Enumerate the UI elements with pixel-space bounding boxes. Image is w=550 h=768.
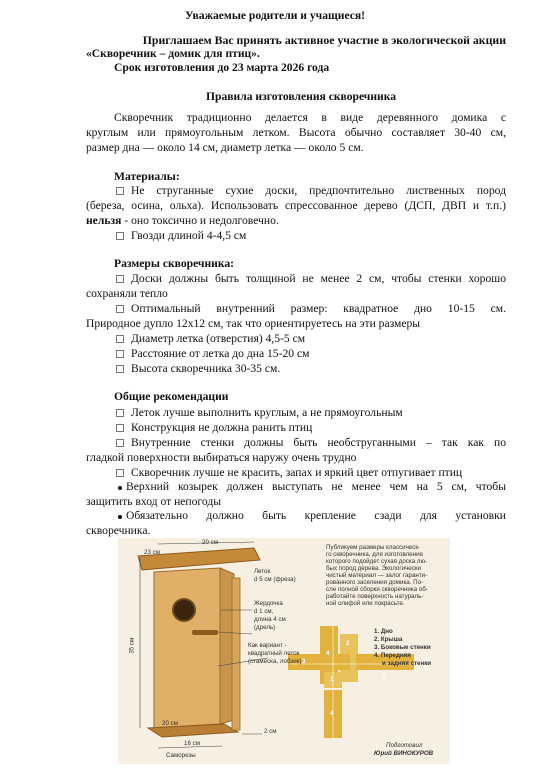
label-perch-2: d 1 см, bbox=[254, 608, 274, 615]
dim-width-top: 20 см bbox=[202, 539, 218, 546]
bullet-square-icon bbox=[116, 469, 124, 477]
entrance-hole-icon bbox=[173, 599, 195, 621]
part-label-2: 2 bbox=[346, 640, 350, 647]
part-label-1: 1 bbox=[330, 676, 334, 683]
birdhouse-figure bbox=[118, 538, 450, 764]
note-line-4: бых пород дерева. Экологически bbox=[326, 565, 421, 572]
legend-item-4: 4. Передняя bbox=[374, 652, 411, 659]
materials-item-1-line-3 bbox=[86, 214, 279, 228]
dim-2cm: 2 см bbox=[264, 728, 277, 735]
note-line-7: сле полной сборки скворечника об- bbox=[326, 586, 428, 593]
legend-item-1: 1. Дно bbox=[374, 628, 393, 635]
front-wall bbox=[154, 568, 220, 728]
bullet-square-icon bbox=[116, 409, 124, 417]
note-line-5: чистый материал — залог гаранти- bbox=[326, 572, 428, 579]
invite-line-2: «Скворечник – домик для птиц». bbox=[86, 47, 260, 60]
sizes-item-1-line-1: Доски должны быть толщиной не менее 2 см, чтобы стенки хорошо bbox=[131, 272, 506, 285]
perch-stick bbox=[192, 630, 218, 635]
sizes-item-5: Высота скворечника 30-35 см. bbox=[131, 362, 281, 375]
label-perch-4: (дрель) bbox=[254, 624, 276, 631]
label-entrance-2: d 5 см (фреза) bbox=[254, 576, 296, 583]
credit-line-1: Подготовил bbox=[386, 742, 423, 749]
general-item-1: Леток лучше выполнить круглым, а не прямоугольным bbox=[131, 406, 403, 419]
part-label-4b: 4 bbox=[330, 710, 334, 717]
greeting-heading: Уважаемые родители и учащиеся! bbox=[184, 9, 366, 22]
mounting-strip bbox=[232, 578, 240, 730]
part-label-3a: 3 bbox=[302, 658, 306, 665]
note-line-6: рованного заселения домика. По- bbox=[326, 579, 424, 586]
sizes-item-3: Диаметр летка (отверстия) 4,5-5 см bbox=[131, 332, 306, 345]
label-screws: Саморезы bbox=[166, 752, 196, 759]
sizes-item-2-line-2: Природное дупло 12х12 см, так что ориентируетесь на эти размеры bbox=[86, 317, 421, 330]
general-item-5-line-2: защитить вход от непогоды bbox=[86, 495, 222, 508]
general-item-6-line-1: Обязательно должно быть крепление сзади для установки bbox=[126, 509, 506, 522]
sizes-item-2-line-1: Оптимальный внутренний размер: квадратное дно 10-15 см. bbox=[131, 302, 506, 315]
bullet-square-icon bbox=[116, 275, 124, 283]
bullet-square-icon bbox=[116, 187, 124, 195]
bullet-square-icon bbox=[116, 424, 124, 432]
materials-item-1-rest: - оно токсично и недолговечно. bbox=[121, 214, 279, 227]
note-line-1: Публикуем размеры классическ- bbox=[326, 544, 421, 551]
bullet-square-icon bbox=[116, 232, 124, 240]
general-item-2: Конструкция не должна ранить птиц bbox=[131, 421, 313, 434]
label-perch-3: длина 4 см bbox=[254, 616, 286, 623]
general-item-3-line-2: гладкой поверхности выбираться наружу очень трудно bbox=[86, 451, 357, 464]
forbidden-word: нельзя bbox=[86, 214, 122, 227]
intro-line-3: размер дна — около 14 см, диаметр летка — около 5 см. bbox=[86, 141, 364, 154]
sizes-title: Размеры скворечника: bbox=[114, 257, 234, 270]
legend-item-2: 2. Крыша bbox=[374, 636, 403, 643]
legend-item-3: 3. Боковые стенки bbox=[374, 644, 431, 651]
dim-23cm: 23 см bbox=[144, 549, 160, 556]
general-title: Общие рекомендации bbox=[114, 390, 229, 403]
materials-title: Материалы: bbox=[114, 170, 180, 183]
general-item-6-line-2: скворечника. bbox=[86, 524, 151, 537]
invite-line-1: Приглашаем Вас принять активное участие в экологической акции bbox=[142, 33, 506, 47]
dim-16cm: 16 см bbox=[184, 740, 200, 747]
deadline-line: Срок изготовления до 23 марта 2026 года bbox=[114, 61, 330, 74]
rules-title: Правила изготовления скворечника bbox=[206, 90, 397, 103]
part-label-4a: 4 bbox=[326, 650, 330, 657]
materials-item-2: Гвозди длиной 4-4,5 см bbox=[131, 229, 247, 242]
bullet-square-icon bbox=[116, 365, 124, 373]
label-variant-2: квадратный леток bbox=[248, 650, 300, 657]
materials-item-1-line-1: Не струганные сухие доски, предпочтительно лиственных пород bbox=[131, 184, 506, 197]
materials-item-1-line-2: (береза, осина, ольха). Использовать спрессованное дерево (ДСП, ДВП и т.п.) bbox=[86, 199, 506, 212]
note-line-3: которого подойдет сухая доска лю- bbox=[326, 558, 428, 565]
intro-line-1: Скворечник традиционно делается в виде деревянного домика с bbox=[114, 111, 506, 124]
note-line-8: работайте поверхность натураль- bbox=[326, 593, 424, 600]
part-label-3b: 3 bbox=[382, 672, 386, 679]
legend-item-5: и задняя стенки bbox=[382, 660, 432, 667]
sizes-item-4: Расстояние от летка до дна 15-20 см bbox=[131, 347, 310, 360]
dim-width-bottom: 20 см bbox=[162, 720, 178, 727]
bullet-square-icon bbox=[116, 439, 124, 447]
bullet-square-icon bbox=[116, 305, 124, 313]
intro-line-2: круглым или прямоугольным летком. Высота обычно составляет 30-40 см, bbox=[86, 126, 506, 139]
note-line-9: ной олифой или покрасьте. bbox=[326, 600, 405, 607]
dim-height: 35 см bbox=[128, 637, 136, 654]
bullet-dot-icon bbox=[118, 486, 122, 490]
general-item-5-line-1: Верхний козырек должен выступать не менее чем на 5 см, чтобы bbox=[126, 480, 506, 493]
sizes-item-1-line-2: сохраняли тепло bbox=[86, 287, 168, 300]
label-variant-3: (стамеска, лобзик) bbox=[248, 658, 302, 665]
credit-line-2: Юрий ВИНОКУРОВ bbox=[374, 750, 434, 757]
label-perch-1: Жердочка bbox=[254, 600, 283, 607]
note-line-2: го скворечника, для изготовления bbox=[326, 551, 423, 558]
general-item-3-line-1: Внутренние стенки должны быть необструганными – так как по bbox=[131, 436, 506, 449]
label-variant-1: Как вариант - bbox=[248, 642, 287, 649]
bullet-square-icon bbox=[116, 350, 124, 358]
bullet-dot-icon bbox=[118, 515, 122, 519]
label-entrance-1: Леток bbox=[254, 568, 271, 575]
bullet-square-icon bbox=[116, 335, 124, 343]
general-item-4: Скворечник лучше не красить, запах и яркий цвет отпугивает птиц bbox=[131, 466, 463, 479]
